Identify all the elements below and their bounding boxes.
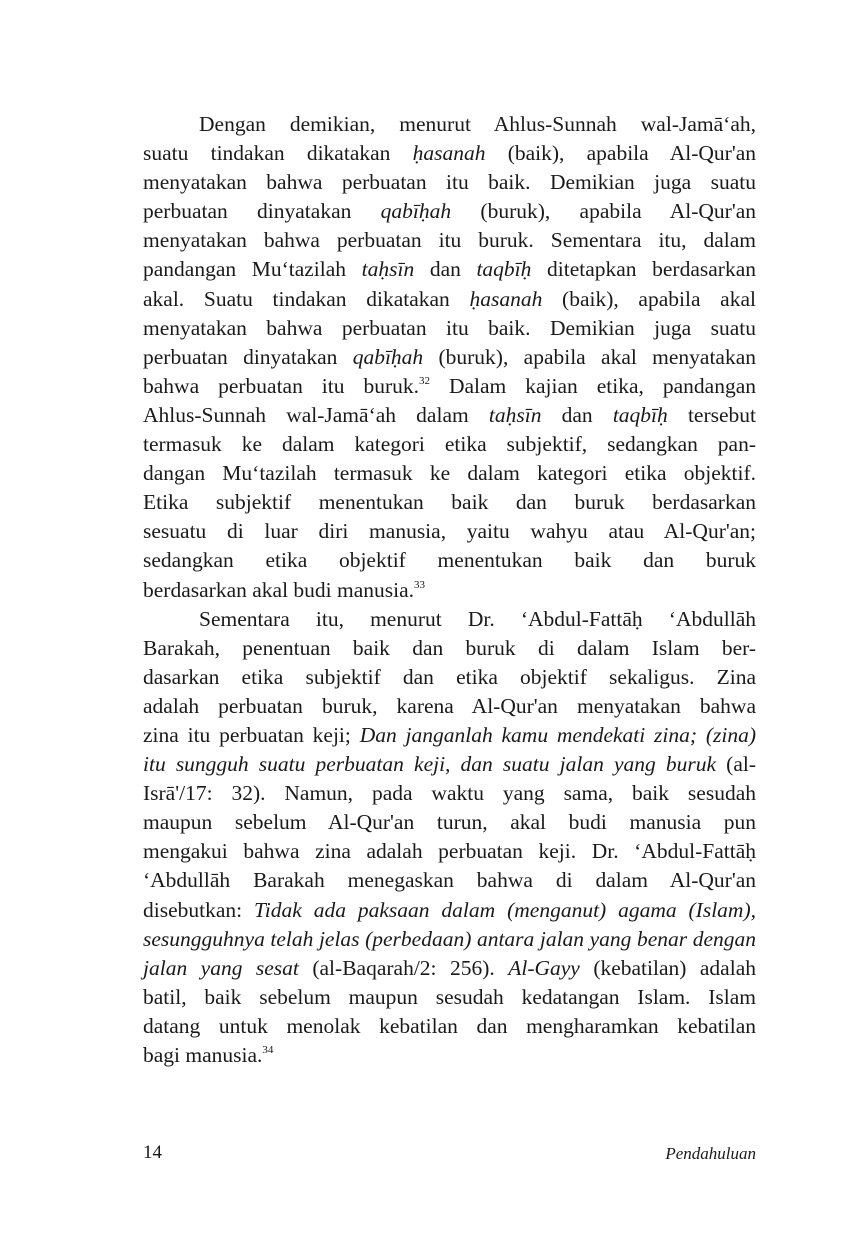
page-number: 14 (143, 1142, 162, 1163)
body-text (143, 110, 756, 1070)
quran-quote: Tidak ada paksaan dalam (menganut) agama (Islam), (254, 897, 756, 922)
text-line: jalan yang sesat (al-Baqarah/2: 256). Al-Gayy (kebatilan) adalah (143, 955, 756, 980)
footnote-ref-34[interactable]: 34 (262, 1044, 274, 1056)
text-line: adalah perbuatan buruk, karena Al-Qur'an menyatakan bahwa (143, 693, 756, 718)
footnote-ref-32[interactable]: 32 (419, 374, 430, 387)
italic-term: qabīḥah (380, 199, 452, 224)
text-line: maupun sebelum Al-Qur'an turun, akal budi manusia pun (143, 810, 756, 835)
text-line: Sementara itu, menurut Dr. ‘Abdul-Fattāḥ ‘Abdullāh (199, 606, 756, 631)
text-line: akal. Suatu tindakan dikatakan ḥasanah (baik), apabila akal (143, 286, 756, 311)
text-line: dangan Mu‘tazilah termasuk ke dalam kategori etika objektif. (143, 461, 756, 486)
quran-quote: sesungguhnya telah jelas (perbedaan) antara jalan yang benar dengan (143, 926, 756, 951)
text-line: disebutkan: Tidak ada paksaan dalam (menganut) agama (Islam), (143, 897, 756, 922)
italic-term: qabīḥah (352, 344, 424, 369)
text-line: itu sungguh suatu perbuatan keji, dan suatu jalan yang buruk (al- (143, 752, 756, 777)
text-line: batil, baik sebelum maupun sesudah kedatangan Islam. Islam (143, 984, 756, 1009)
italic-term: taqbīḥ (476, 257, 532, 282)
footnote-ref-33[interactable]: 33 (414, 578, 426, 591)
italic-term: Al-Gayy (508, 955, 580, 980)
text-line: Dengan demikian, menurut Ahlus-Sunnah wal-Jamā‘ah, (199, 112, 756, 136)
text-line: perbuatan dinyatakan qabīḥah (buruk), apabila Al-Qur'an (143, 199, 756, 224)
text-line (143, 925, 756, 954)
quran-quote: itu sungguh suatu perbuatan keji, dan suatu jalan yang buruk (143, 752, 717, 777)
text-line: Barakah, penentuan baik dan buruk di dalam Islam ber- (143, 635, 756, 660)
text-line: menyatakan bahwa perbuatan itu baik. Demikian juga suatu (143, 315, 756, 340)
text-line: mengakui bahwa zina adalah perbuatan keji. Dr. ‘Abdul-Fattāḥ (143, 839, 756, 864)
italic-term: taḥsīn (361, 257, 415, 282)
text-line: suatu tindakan dikatakan ḥasanah (baik), apabila Al-Qur'an (143, 141, 756, 166)
text-line: zina itu perbuatan keji; Dan janganlah kamu mendekati zina; (zina) (143, 722, 756, 747)
text-line: menyatakan bahwa perbuatan itu buruk. Sementara itu, dalam (143, 228, 756, 253)
quran-quote: jalan yang sesat (143, 955, 299, 980)
text-line: Ahlus-Sunnah wal-Jamā‘ah dalam taḥsīn dan taqbīḥ tersebut (143, 402, 757, 427)
text-line: bagi manusia.$^{34}$ (143, 1043, 274, 1067)
text-line: sedangkan etika objektif menentukan baik dan buruk (143, 548, 756, 573)
text-line: bahwa perbuatan itu buruk.$^{32}$ Dalam kajian etika, pandangan (143, 373, 756, 398)
text-line: dasarkan etika subjektif dan etika objektif sekaligus. Zina (143, 664, 756, 689)
text-line: datang untuk menolak kebatilan dan mengharamkan kebatilan (143, 1013, 756, 1038)
paragraph (143, 110, 756, 605)
text-line: perbuatan dinyatakan qabīḥah (buruk), apabila akal menyatakan (143, 344, 757, 369)
italic-term: ḥasanah (469, 286, 543, 311)
paragraph (143, 605, 756, 1071)
italic-term: taḥsīn (488, 402, 542, 427)
running-title: Pendahuluan (665, 1144, 756, 1163)
text-line: pandangan Mu‘tazilah taḥsīn dan taqbīḥ ditetapkan berdasarkan (143, 257, 756, 282)
text-line: Isrā'/17: 32). Namun, pada waktu yang sama, baik sesudah (143, 781, 756, 806)
italic-term: taqbīḥ (612, 402, 668, 427)
text-line: sesuatu di luar diri manusia, yaitu wahyu atau Al-Qur'an; (143, 519, 756, 544)
quran-quote: Dan janganlah kamu mendekati zina; (zina) (359, 722, 756, 747)
text-line: termasuk ke dalam kategori etika subjektif, sedangkan pan- (143, 432, 756, 457)
text-line: Etika subjektif menentukan baik dan buruk berdasarkan (143, 490, 756, 515)
italic-term: ḥasanah (412, 141, 486, 166)
text-line: berdasarkan akal budi manusia.$^{33}$ (143, 577, 426, 602)
text-line: ‘Abdullāh Barakah menegaskan bahwa di dalam Al-Qur'an (143, 868, 756, 893)
text-line: menyatakan bahwa perbuatan itu baik. Demikian juga suatu (143, 170, 756, 195)
